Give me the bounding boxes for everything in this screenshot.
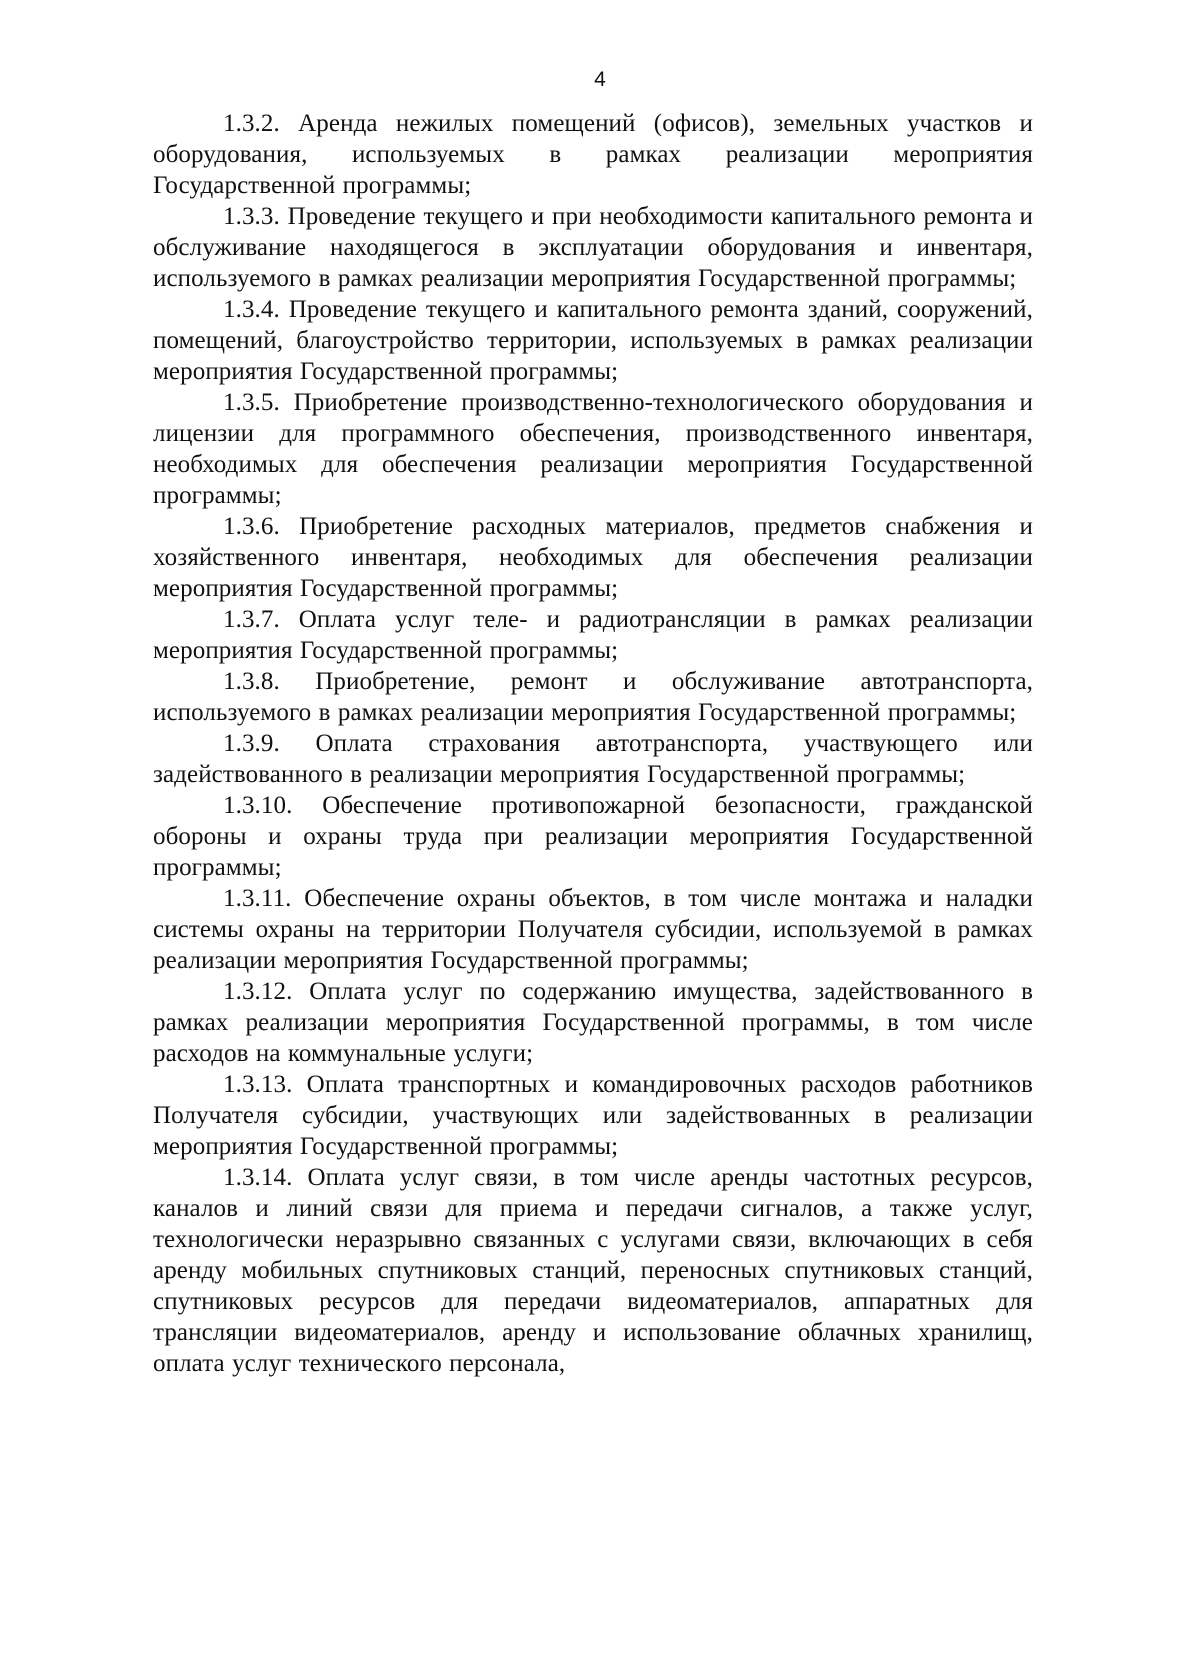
paragraph-1-3-10: 1.3.10. Обеспечение противопожарной безопасности, гражданской обороны и охраны труда при реализации мероприятия Государственной программы; [153, 792, 1033, 881]
paragraph-1-3-5: 1.3.5. Приобретение производственно-технологического оборудования и лицензии для программного обеспечения, производственного инвентаря, необходимых для обеспечения реализации мероприятия Государственной программы; [153, 389, 1033, 509]
paragraph-1-3-9: 1.3.9. Оплата страхования автотранспорта, участвующего или задействованного в реализации мероприятия Государственной программы; [153, 730, 1033, 788]
paragraph-1-3-11: 1.3.11. Обеспечение охраны объектов, в том числе монтажа и наладки системы охраны на территории Получателя субсидии, используемой в рамках реализации мероприятия Государственной программы; [153, 885, 1033, 974]
paragraph-1-3-8: 1.3.8. Приобретение, ремонт и обслуживание автотранспорта, используемого в рамках реализации мероприятия Государственной программы; [153, 668, 1033, 726]
document-body [153, 108, 1033, 1379]
paragraph-1-3-12: 1.3.12. Оплата услуг по содержанию имущества, задействованного в рамках реализации мероприятия Государственной программы, в том числе расходов на коммунальные услуги; [153, 978, 1033, 1067]
paragraph-1-3-7: 1.3.7. Оплата услуг теле- и радиотрансляции в рамках реализации мероприятия Государственной программы; [153, 606, 1033, 664]
paragraph-1-3-2: 1.3.2. Аренда нежилых помещений (офисов), земельных участков и оборудования, используемых в рамках реализации мероприятия Государственной программы; [153, 110, 1033, 199]
paragraph-1-3-3: 1.3.3. Проведение текущего и при необходимости капитального ремонта и обслуживание находящегося в эксплуатации оборудования и инвентаря, используемого в рамках реализации мероприятия Государственной программы; [153, 203, 1033, 292]
paragraph-1-3-6: 1.3.6. Приобретение расходных материалов, предметов снабжения и хозяйственного инвентаря, необходимых для обеспечения реализации мероприятия Государственной программы; [153, 513, 1033, 602]
paragraph-1-3-13: 1.3.13. Оплата транспортных и командировочных расходов работников Получателя субсидии, участвующих или задействованных в реализации мероприятия Государственной программы; [153, 1071, 1033, 1160]
paragraph-1-3-14: 1.3.14. Оплата услуг связи, в том числе аренды частотных ресурсов, каналов и линий связи для приема и передачи сигналов, а также услуг, технологически неразрывно связанных с услугами связи, включающих в себя аренду мобильных спутниковых станций, переносных спутниковых станций, спутниковых ресурсов для передачи видеоматериалов, аппаратных для трансляции видеоматериалов, аренду и использование облачных хранилищ, оплата услуг технического персонала, [153, 1164, 1033, 1377]
paragraph-1-3-4: 1.3.4. Проведение текущего и капитального ремонта зданий, сооружений, помещений, благоустройство территории, используемых в рамках реализации мероприятия Государственной программы; [153, 296, 1033, 385]
page-number: 4 [594, 68, 606, 91]
